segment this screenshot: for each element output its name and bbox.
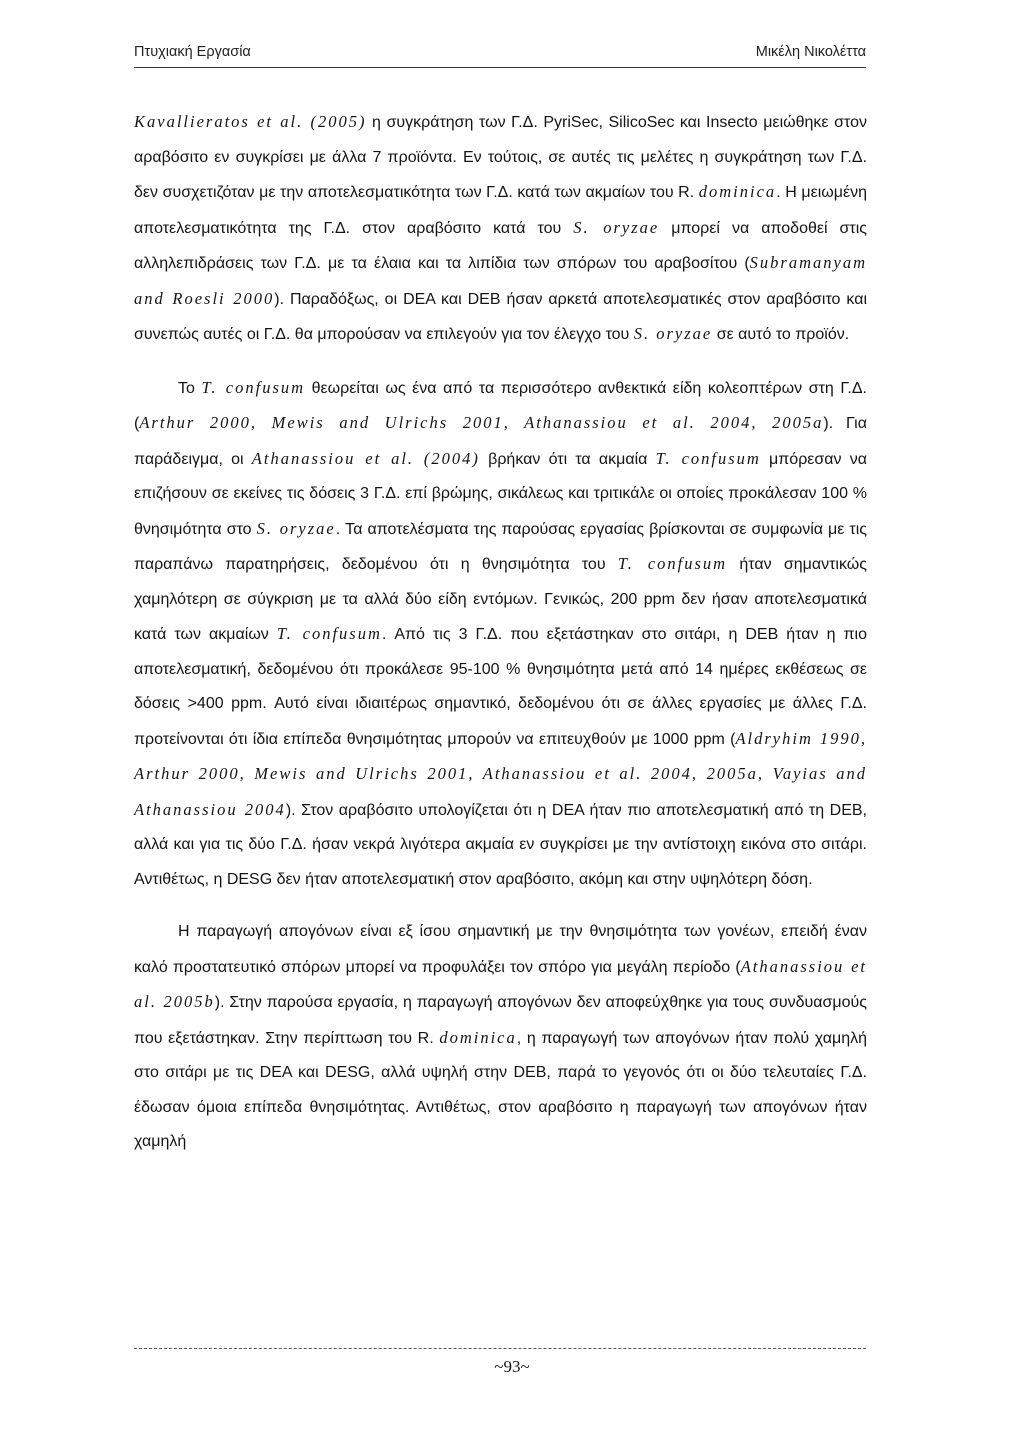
citation: Athanassiou et al. 2005b (134, 956, 868, 1011)
citation: Subramanyam and Roesli 2000 (134, 253, 867, 308)
species-name: T. confusum (655, 448, 761, 468)
species-name: T. confusum (276, 624, 382, 643)
header-title: Πτυχιακή Εργασία (134, 44, 251, 60)
citation: Aldryhim 1990, Arthur 2000, Mewis and Ulrichs 2001, Athanassiou et al. 2004, 2005a, Vayias and Athanassiou 2004 (134, 728, 867, 819)
page-header (134, 41, 866, 68)
species-name: S. oryzae (633, 324, 713, 343)
species-name: S. oryzae (573, 217, 660, 237)
page-number: ~93~ (494, 1357, 530, 1376)
paragraph-3: Η παραγωγή απογόνων είναι εξ ίσου σημαντική με την θνησιμότητα των γονέων, επειδή έναν καλό προστατευτικό σπόρων μπορεί να προφυλάξει τον σπόρο για μεγάλη περίοδο (Athanassiou et al. 2005b). Στην παρούσα εργασία, η παραγωγή απογόνων δεν αποφεύχθηκε για τους συνδυασμούς που εξετάστηκαν. Στην περίπτωση του R. dominica, η παραγωγή των απογόνων ήταν πολύ χαμηλή στο σιτάρι με τις DEA και DESG, αλλά υψηλή στην DEB, παρά το γεγονός ότι οι δύο τελευταίες Γ.Δ. έδωσαν όμοια επίπεδα θνησιμότητας. Αντιθέτως, στον αραβόσιτο η παραγωγή των απογόνων ήταν χαμηλή (134, 923, 868, 1150)
citation: Arthur 2000, Mewis and Ulrichs 2001, Athanassiou et al. 2004, 2005a (139, 413, 824, 432)
paragraph-1: Kavallieratos et al. (2005) η συγκράτηση των Γ.Δ. PyriSec, SilicoSec και Insecto μειώθηκε στον αραβόσιτο εν συγκρίσει με άλλα 7 προϊόντα. Εν τούτοις, σε αυτές τις μελέτες η συγκράτηση των Γ.Δ. δεν συσχετιζόταν με την αποτελεσματικότητα των Γ.Δ. κατά των ακμαίων του R. dominica. Η μειωμένη αποτελεσματικότητα της Γ.Δ. στον αραβόσιτο κατά του S. oryzae μπορεί να αποδοθεί στις αλληλεπιδράσεις των Γ.Δ. με τα έλαια και τα λιπίδια των σπόρων του αραβοσίτου (Subramanyam and Roesli 2000). Παραδόξως, οι DEA και DEB ήσαν αρκετά αποτελεσματικές στον αραβόσιτο και συνεπώς αυτές οι Γ.Δ. θα μπορούσαν να επιλεγούν για τον έλεγχο του S. oryzae σε αυτό το προϊόν. (134, 112, 868, 343)
species-name: dominica (698, 182, 777, 201)
citation: Athanassiou et al. (2004) (251, 448, 480, 468)
species-name: T. confusum (201, 377, 306, 397)
species-name: T. confusum (617, 554, 728, 573)
body-text (134, 105, 867, 1160)
species-name: dominica (439, 1027, 517, 1047)
header-author: Μικέλη Νικολέττα (755, 44, 866, 60)
citation: Kavallieratos et al. (2005) (134, 112, 367, 131)
paragraph-2: Το T. confusum θεωρείται ως ένα από τα περισσότερο ανθεκτικά είδη κολεοπτέρων στη Γ.Δ. (Arthur 2000, Mewis and Ulrichs 2001, Athanassiou et al. 2004, 2005a). Για παράδειγμα, οι Athanassiou et al. (2004) βρήκαν ότι τα ακμαία T. confusum μπόρεσαν να επιζήσουν σε εκείνες τις δόσεις 3 Γ.Δ. επί βρώμης, σικάλεως και τριτικάλε οι οποίες προκάλεσαν 100 % θνησιμότητα στο S. oryzae. Τα αποτελέσματα της παρούσας εργασίας βρίσκονται σε συμφωνία με τις παραπάνω παρατηρήσεις, δεδομένου ότι η θνησιμότητα του T. confusum ήταν σημαντικώς χαμηλότερη σε σύγκριση με τα αλλά δύο είδη εντόμων. Γενικώς, 200 ppm δεν ήσαν αποτελεσματικά κατά των ακμαίων T. confusum. Από τις 3 Γ.Δ. που εξετάστηκαν στο σιτάρι, η DEB ήταν η πιο αποτελεσματική, δεδομένου ότι προκάλεσε 95-100 % θνησιμότητα μετά από 14 ημέρες εκθέσεως σε δόσεις >400 ppm. Αυτό είναι ιδιαιτέρως σημαντικό, δεδομένου ότι σε άλλες εργασίες με άλλες Γ.Δ. προτείνονται ότι ίδια επίπεδα θνησιμότητας μπορούν να επιτευχθούν με 1000 ppm (Aldryhim 1990, Arthur 2000, Mewis and Ulrichs 2001, Athanassiou et al. 2004, 2005a, Vayias and Athanassiou 2004). Στον αραβόσιτο υπολογίζεται ότι η DEA ήταν πιο αποτελεσματική από τη DEB, αλλά και για τις δύο Γ.Δ. ήσαν νεκρά λιγότερα ακμαία εν συγκρίσει με την αντίστοιχη εικόνα στο σιτάρι. Αντιθέτως, η DESG δεν ήταν αποτελεσματική στον αραβόσιτο, ακόμη και στην υψηλότερη δόση. (134, 377, 868, 888)
species-name: S. oryzae (256, 518, 336, 538)
footer-divider (134, 1348, 866, 1349)
